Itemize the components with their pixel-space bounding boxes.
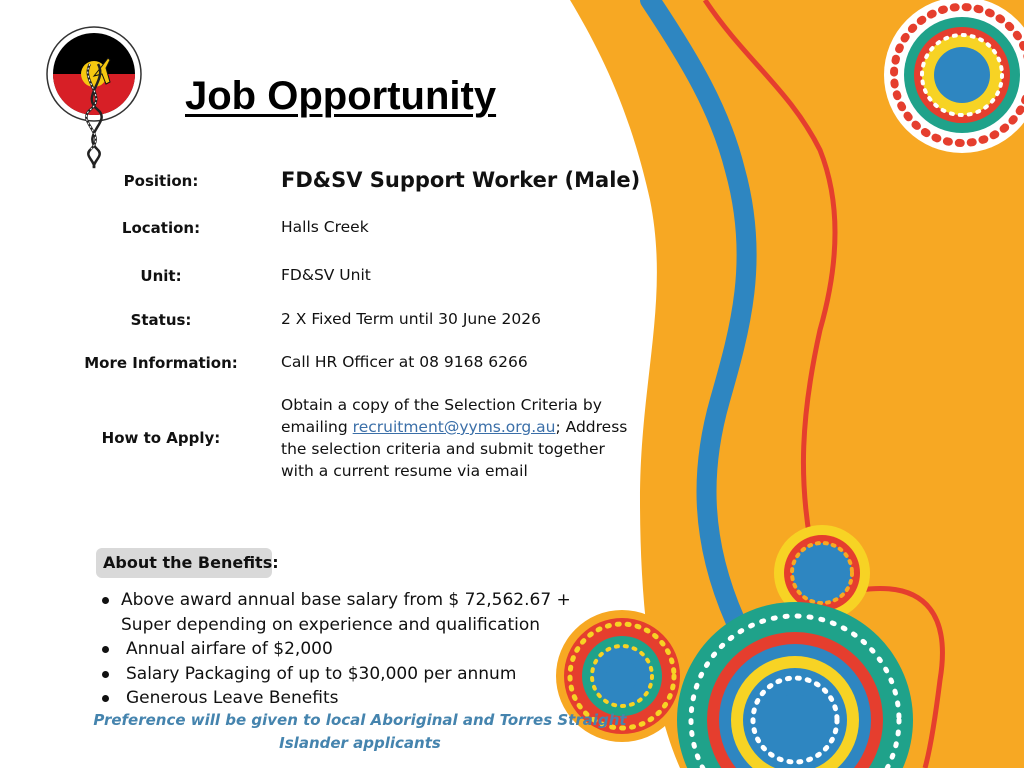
more-information-value: Call HR Officer at 08 9168 6266 xyxy=(281,353,528,371)
more-information-label: More Information: xyxy=(84,354,238,372)
page-title: Job Opportunity xyxy=(185,74,497,118)
recruitment-email-link[interactable]: recruitment@yyms.org.au xyxy=(352,418,556,436)
benefit-item: Generous Leave Benefits xyxy=(100,686,620,711)
location-label: Location: xyxy=(121,219,201,237)
status-value: 2 X Fixed Term until 30 June 2026 xyxy=(281,310,541,328)
how-to-apply-text xyxy=(281,394,633,482)
how-to-apply-label: How to Apply: xyxy=(101,429,221,447)
location-value: Halls Creek xyxy=(281,218,369,236)
unit-label: Unit: xyxy=(140,267,182,285)
apply-text-prefix: Obtain a copy of the Selection Criteria by emailing xyxy=(281,396,602,436)
apply-text-suffix: ; Address the selection criteria and submit together with a current resume via email xyxy=(281,418,628,480)
benefit-item: Salary Packaging of up to $30,000 per annum xyxy=(100,662,620,687)
benefit-item: Annual airfare of $2,000 xyxy=(100,637,620,662)
organisation-logo xyxy=(44,26,148,170)
benefits-list xyxy=(100,588,620,711)
benefit-item: Above award annual base salary from $ 72,562.67 + Super depending on experience and qualification xyxy=(100,588,620,637)
unit-value: FD&SV Unit xyxy=(281,266,371,284)
status-label: Status: xyxy=(130,311,192,329)
position-value: FD&SV Support Worker (Male) xyxy=(281,168,641,192)
preference-notice: Preference will be given to local Aboriginal and Torres Straight Islander applicants xyxy=(93,711,627,752)
benefits-heading: About the Benefits: xyxy=(103,553,279,572)
position-label: Position: xyxy=(123,172,199,190)
